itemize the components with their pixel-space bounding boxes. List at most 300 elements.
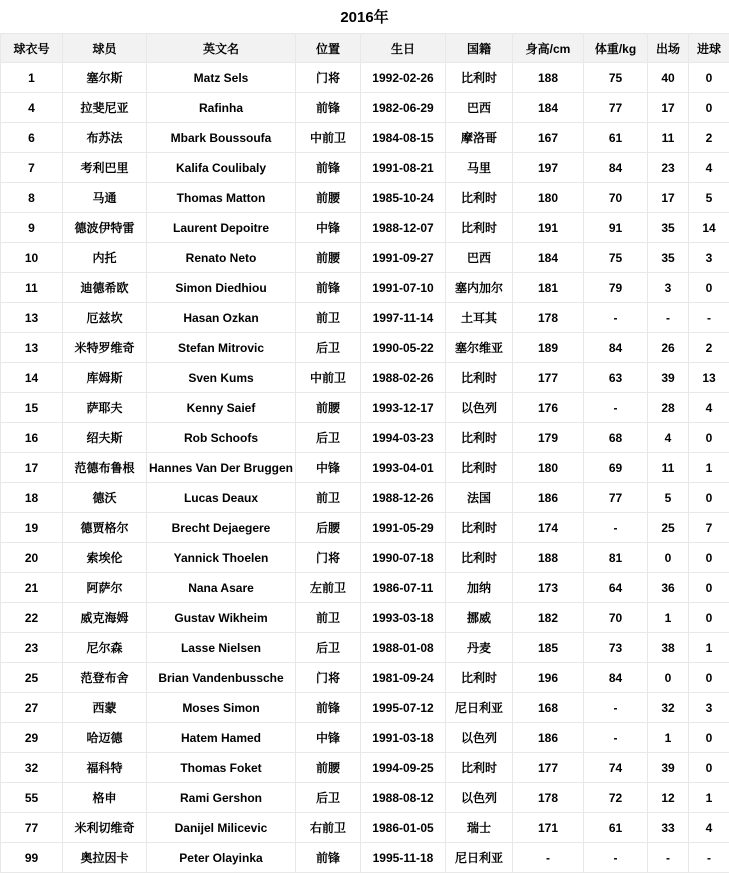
table-cell: 178 (513, 303, 584, 333)
table-cell: 内托 (63, 243, 147, 273)
table-cell: 1 (1, 63, 63, 93)
table-cell: 179 (513, 423, 584, 453)
table-row (1, 183, 729, 213)
table-cell: 0 (689, 603, 729, 633)
table-cell: 25 (1, 663, 63, 693)
table-cell: 尼日利亚 (446, 693, 513, 723)
table-cell: 1995-07-12 (361, 693, 446, 723)
table-cell: 9 (1, 213, 63, 243)
table-row (1, 543, 729, 573)
table-cell: 1988-12-07 (361, 213, 446, 243)
table-cell: 167 (513, 123, 584, 153)
table-cell: - (584, 693, 648, 723)
table-cell: 土耳其 (446, 303, 513, 333)
table-row (1, 813, 729, 843)
table-cell: 比利时 (446, 513, 513, 543)
table-cell: Matz Sels (147, 63, 296, 93)
table-cell: 19 (1, 513, 63, 543)
table-cell: Rob Schoofs (147, 423, 296, 453)
table-cell: 11 (648, 453, 689, 483)
table-cell: 后腰 (296, 513, 361, 543)
table-cell: Laurent Depoitre (147, 213, 296, 243)
table-cell: 55 (1, 783, 63, 813)
table-cell: 11 (1, 273, 63, 303)
table-cell: 77 (584, 93, 648, 123)
table-cell: Brecht Dejaegere (147, 513, 296, 543)
table-cell: Hannes Van Der Bruggen (147, 453, 296, 483)
table-cell: 12 (648, 783, 689, 813)
table-cell: 以色列 (446, 783, 513, 813)
table-cell: 1982-06-29 (361, 93, 446, 123)
table-cell: 79 (584, 273, 648, 303)
table-cell: 比利时 (446, 543, 513, 573)
table-cell: 前锋 (296, 843, 361, 873)
table-cell: 奥拉因卡 (63, 843, 147, 873)
table-cell: 91 (584, 213, 648, 243)
table-cell: - (648, 843, 689, 873)
table-cell: 40 (648, 63, 689, 93)
table-cell: 0 (689, 573, 729, 603)
table-cell: 前锋 (296, 273, 361, 303)
table-cell: 萨耶夫 (63, 393, 147, 423)
table-cell: 184 (513, 93, 584, 123)
table-cell: 0 (689, 483, 729, 513)
table-cell: Nana Asare (147, 573, 296, 603)
table-cell: 61 (584, 813, 648, 843)
table-cell: - (584, 303, 648, 333)
table-cell: 28 (648, 393, 689, 423)
table-cell: 挪威 (446, 603, 513, 633)
table-cell: 0 (689, 543, 729, 573)
table-cell: 13 (689, 363, 729, 393)
table-cell: 0 (648, 543, 689, 573)
table-cell: 比利时 (446, 213, 513, 243)
table-cell: 比利时 (446, 663, 513, 693)
table-row (1, 483, 729, 513)
table-cell: 德沃 (63, 483, 147, 513)
table-cell: 前腰 (296, 183, 361, 213)
table-cell: 范登布舍 (63, 663, 147, 693)
table-cell: 178 (513, 783, 584, 813)
table-row (1, 693, 729, 723)
table-cell: 188 (513, 543, 584, 573)
table-cell: Hatem Hamed (147, 723, 296, 753)
column-header: 球员 (63, 34, 147, 63)
table-cell: 塞尔维亚 (446, 333, 513, 363)
table-cell: 尼尔森 (63, 633, 147, 663)
table-cell: 前锋 (296, 693, 361, 723)
table-cell: Rami Gershon (147, 783, 296, 813)
table-cell: Stefan Mitrovic (147, 333, 296, 363)
table-cell: 西蒙 (63, 693, 147, 723)
table-cell: 1986-07-11 (361, 573, 446, 603)
table-cell: 4 (1, 93, 63, 123)
table-cell: 索埃伦 (63, 543, 147, 573)
table-cell: 182 (513, 603, 584, 633)
table-row (1, 153, 729, 183)
table-cell: 比利时 (446, 63, 513, 93)
column-header: 体重/kg (584, 34, 648, 63)
table-cell: 191 (513, 213, 584, 243)
table-cell: Rafinha (147, 93, 296, 123)
table-cell: 1991-03-18 (361, 723, 446, 753)
table-cell: 1995-11-18 (361, 843, 446, 873)
table-cell: 13 (1, 303, 63, 333)
table-cell: Gustav Wikheim (147, 603, 296, 633)
table-cell: 0 (689, 63, 729, 93)
table-row (1, 303, 729, 333)
table-cell: 69 (584, 453, 648, 483)
table-cell: 巴西 (446, 243, 513, 273)
table-cell: 4 (648, 423, 689, 453)
table-cell: 比利时 (446, 423, 513, 453)
table-cell: 米利切维奇 (63, 813, 147, 843)
table-cell: 马通 (63, 183, 147, 213)
table-cell: 70 (584, 183, 648, 213)
table-cell: 32 (648, 693, 689, 723)
table-cell: 17 (1, 453, 63, 483)
table-cell: 哈迈德 (63, 723, 147, 753)
column-header: 英文名 (147, 34, 296, 63)
table-body (1, 63, 729, 873)
table-cell: Hasan Ozkan (147, 303, 296, 333)
table-cell: 185 (513, 633, 584, 663)
table-cell: 拉斐尼亚 (63, 93, 147, 123)
table-cell: 5 (648, 483, 689, 513)
table-cell: 1993-03-18 (361, 603, 446, 633)
table-cell: 75 (584, 243, 648, 273)
table-cell: 11 (648, 123, 689, 153)
table-cell: 186 (513, 483, 584, 513)
table-cell: 0 (689, 723, 729, 753)
table-cell: 14 (689, 213, 729, 243)
table-cell: Danijel Milicevic (147, 813, 296, 843)
table-cell: 0 (648, 663, 689, 693)
table-cell: 门将 (296, 663, 361, 693)
table-row (1, 573, 729, 603)
table-row (1, 513, 729, 543)
table-cell: 5 (689, 183, 729, 213)
table-cell: 门将 (296, 543, 361, 573)
table-cell: 177 (513, 753, 584, 783)
table-cell: 1988-02-26 (361, 363, 446, 393)
table-cell: 32 (1, 753, 63, 783)
table-cell: 4 (689, 153, 729, 183)
table-cell: 阿萨尔 (63, 573, 147, 603)
table-cell: 16 (1, 423, 63, 453)
table-cell: 1991-09-27 (361, 243, 446, 273)
table-cell: 25 (648, 513, 689, 543)
table-cell: 范德布鲁根 (63, 453, 147, 483)
table-cell: Lasse Nielsen (147, 633, 296, 663)
table-cell: 威克海姆 (63, 603, 147, 633)
table-cell: 14 (1, 363, 63, 393)
table-cell: 1988-08-12 (361, 783, 446, 813)
table-cell: 196 (513, 663, 584, 693)
table-cell: 中锋 (296, 453, 361, 483)
table-row (1, 843, 729, 873)
table-cell: Kalifa Coulibaly (147, 153, 296, 183)
table-cell: Moses Simon (147, 693, 296, 723)
table-cell: - (513, 843, 584, 873)
table-header-row (1, 34, 729, 63)
table-cell: 22 (1, 603, 63, 633)
table-cell: 197 (513, 153, 584, 183)
column-header: 进球 (689, 34, 729, 63)
table-cell: 36 (648, 573, 689, 603)
table-cell: 绍夫斯 (63, 423, 147, 453)
table-cell: 前腰 (296, 393, 361, 423)
table-cell: 1988-01-08 (361, 633, 446, 663)
table-cell: 福科特 (63, 753, 147, 783)
table-cell: 3 (689, 243, 729, 273)
table-cell: 17 (648, 183, 689, 213)
table-cell: 1 (648, 603, 689, 633)
table-cell: Mbark Boussoufa (147, 123, 296, 153)
table-cell: 186 (513, 723, 584, 753)
table-cell: 尼日利亚 (446, 843, 513, 873)
table-cell: 61 (584, 123, 648, 153)
table-cell: 比利时 (446, 753, 513, 783)
table-row (1, 453, 729, 483)
table-cell: 77 (584, 483, 648, 513)
table-cell: 8 (1, 183, 63, 213)
table-cell: 米特罗维奇 (63, 333, 147, 363)
table-cell: 1992-02-26 (361, 63, 446, 93)
table-cell: 6 (1, 123, 63, 153)
table-cell: 右前卫 (296, 813, 361, 843)
table-cell: - (584, 513, 648, 543)
table-cell: Lucas Deaux (147, 483, 296, 513)
table-cell: 以色列 (446, 393, 513, 423)
table-cell: Renato Neto (147, 243, 296, 273)
table-cell: - (584, 843, 648, 873)
table-cell: 23 (648, 153, 689, 183)
table-cell: 38 (648, 633, 689, 663)
table-cell: 177 (513, 363, 584, 393)
table-cell: 1991-07-10 (361, 273, 446, 303)
table-cell: 3 (689, 693, 729, 723)
table-cell: 1 (689, 633, 729, 663)
table-row (1, 633, 729, 663)
table-cell: 库姆斯 (63, 363, 147, 393)
table-cell: 72 (584, 783, 648, 813)
table-cell: 0 (689, 753, 729, 783)
table-cell: 0 (689, 93, 729, 123)
table-cell: 84 (584, 333, 648, 363)
table-cell: 0 (689, 423, 729, 453)
table-cell: 中前卫 (296, 363, 361, 393)
table-cell: 1981-09-24 (361, 663, 446, 693)
table-cell: 189 (513, 333, 584, 363)
table-cell: 1994-09-25 (361, 753, 446, 783)
table-cell: 马里 (446, 153, 513, 183)
table-cell: 13 (1, 333, 63, 363)
table-cell: 厄兹坎 (63, 303, 147, 333)
table-row (1, 423, 729, 453)
table-row (1, 783, 729, 813)
table-cell: 比利时 (446, 453, 513, 483)
table-cell: 法国 (446, 483, 513, 513)
table-cell: 2 (689, 123, 729, 153)
table-cell: Brian Vandenbussche (147, 663, 296, 693)
table-cell: 1 (689, 453, 729, 483)
table-row (1, 603, 729, 633)
table-cell: 1993-04-01 (361, 453, 446, 483)
column-header: 生日 (361, 34, 446, 63)
table-row (1, 123, 729, 153)
table-cell: 15 (1, 393, 63, 423)
table-cell: 176 (513, 393, 584, 423)
table-cell: 4 (689, 813, 729, 843)
table-row (1, 213, 729, 243)
table-row (1, 243, 729, 273)
column-header: 国籍 (446, 34, 513, 63)
column-header: 出场 (648, 34, 689, 63)
table-cell: - (648, 303, 689, 333)
table-cell: 1986-01-05 (361, 813, 446, 843)
table-cell: - (689, 843, 729, 873)
table-cell: Thomas Foket (147, 753, 296, 783)
table-cell: 81 (584, 543, 648, 573)
table-row (1, 93, 729, 123)
page-title: 2016年 (0, 0, 729, 33)
table-cell: 181 (513, 273, 584, 303)
table-cell: 180 (513, 453, 584, 483)
table-cell: 68 (584, 423, 648, 453)
table-cell: 前腰 (296, 243, 361, 273)
table-cell: Kenny Saief (147, 393, 296, 423)
table-row (1, 273, 729, 303)
column-header: 球衣号 (1, 34, 63, 63)
table-cell: 考利巴里 (63, 153, 147, 183)
column-header: 身高/cm (513, 34, 584, 63)
table-cell: 21 (1, 573, 63, 603)
table-cell: 0 (689, 663, 729, 693)
table-cell: 中锋 (296, 723, 361, 753)
table-cell: 塞内加尔 (446, 273, 513, 303)
table-cell: 70 (584, 603, 648, 633)
table-cell: 27 (1, 693, 63, 723)
table-cell: 1991-05-29 (361, 513, 446, 543)
table-row (1, 393, 729, 423)
table-cell: 前锋 (296, 153, 361, 183)
table-cell: 1988-12-26 (361, 483, 446, 513)
table-cell: 74 (584, 753, 648, 783)
table-row (1, 333, 729, 363)
table-cell: 丹麦 (446, 633, 513, 663)
table-cell: 1990-07-18 (361, 543, 446, 573)
table-cell: 后卫 (296, 783, 361, 813)
table-cell: 前卫 (296, 483, 361, 513)
table-cell: 1 (689, 783, 729, 813)
table-cell: 10 (1, 243, 63, 273)
table-cell: 以色列 (446, 723, 513, 753)
table-cell: 168 (513, 693, 584, 723)
table-row (1, 663, 729, 693)
table-cell: Thomas Matton (147, 183, 296, 213)
table-cell: 左前卫 (296, 573, 361, 603)
table-cell: 布苏法 (63, 123, 147, 153)
table-cell: 中前卫 (296, 123, 361, 153)
table-cell: 1 (648, 723, 689, 753)
table-cell: 比利时 (446, 363, 513, 393)
table-cell: 后卫 (296, 423, 361, 453)
table-cell: 摩洛哥 (446, 123, 513, 153)
table-cell: 迪德希欧 (63, 273, 147, 303)
table-cell: 174 (513, 513, 584, 543)
table-cell: 格申 (63, 783, 147, 813)
table-cell: - (584, 723, 648, 753)
table-row (1, 63, 729, 93)
table-cell: 1990-05-22 (361, 333, 446, 363)
table-cell: - (689, 303, 729, 333)
table-cell: 29 (1, 723, 63, 753)
table-cell: 7 (689, 513, 729, 543)
table-cell: 77 (1, 813, 63, 843)
table-cell: Simon Diedhiou (147, 273, 296, 303)
table-cell: 18 (1, 483, 63, 513)
table-cell: 德波伊特雷 (63, 213, 147, 243)
table-cell: 前锋 (296, 93, 361, 123)
table-cell: 64 (584, 573, 648, 603)
table-cell: 前卫 (296, 603, 361, 633)
table-cell: 75 (584, 63, 648, 93)
table-cell: 99 (1, 843, 63, 873)
table-cell: 184 (513, 243, 584, 273)
table-cell: 前卫 (296, 303, 361, 333)
table-cell: 188 (513, 63, 584, 93)
table-cell: 中锋 (296, 213, 361, 243)
table-cell: 73 (584, 633, 648, 663)
table-cell: 173 (513, 573, 584, 603)
table-cell: 1997-11-14 (361, 303, 446, 333)
table-cell: 17 (648, 93, 689, 123)
table-cell: 后卫 (296, 333, 361, 363)
table-cell: 7 (1, 153, 63, 183)
table-cell: Peter Olayinka (147, 843, 296, 873)
table-cell: 1984-08-15 (361, 123, 446, 153)
table-cell: 4 (689, 393, 729, 423)
table-cell: 26 (648, 333, 689, 363)
table-cell: 巴西 (446, 93, 513, 123)
table-cell: 35 (648, 243, 689, 273)
table-row (1, 363, 729, 393)
table-cell: 20 (1, 543, 63, 573)
table-cell: 德贾格尔 (63, 513, 147, 543)
table-cell: 84 (584, 663, 648, 693)
table-cell: 180 (513, 183, 584, 213)
table-cell: 23 (1, 633, 63, 663)
table-cell: 2 (689, 333, 729, 363)
table-cell: 1991-08-21 (361, 153, 446, 183)
table-cell: 3 (648, 273, 689, 303)
table-cell: 瑞士 (446, 813, 513, 843)
table-cell: 比利时 (446, 183, 513, 213)
table-cell: 后卫 (296, 633, 361, 663)
table-cell: 塞尔斯 (63, 63, 147, 93)
table-cell: Yannick Thoelen (147, 543, 296, 573)
table-cell: 84 (584, 153, 648, 183)
table-cell: 前腰 (296, 753, 361, 783)
table-cell: 1985-10-24 (361, 183, 446, 213)
table-cell: 1993-12-17 (361, 393, 446, 423)
table-cell: 171 (513, 813, 584, 843)
table-cell: 39 (648, 363, 689, 393)
column-header: 位置 (296, 34, 361, 63)
table-cell: 63 (584, 363, 648, 393)
table-cell: 33 (648, 813, 689, 843)
